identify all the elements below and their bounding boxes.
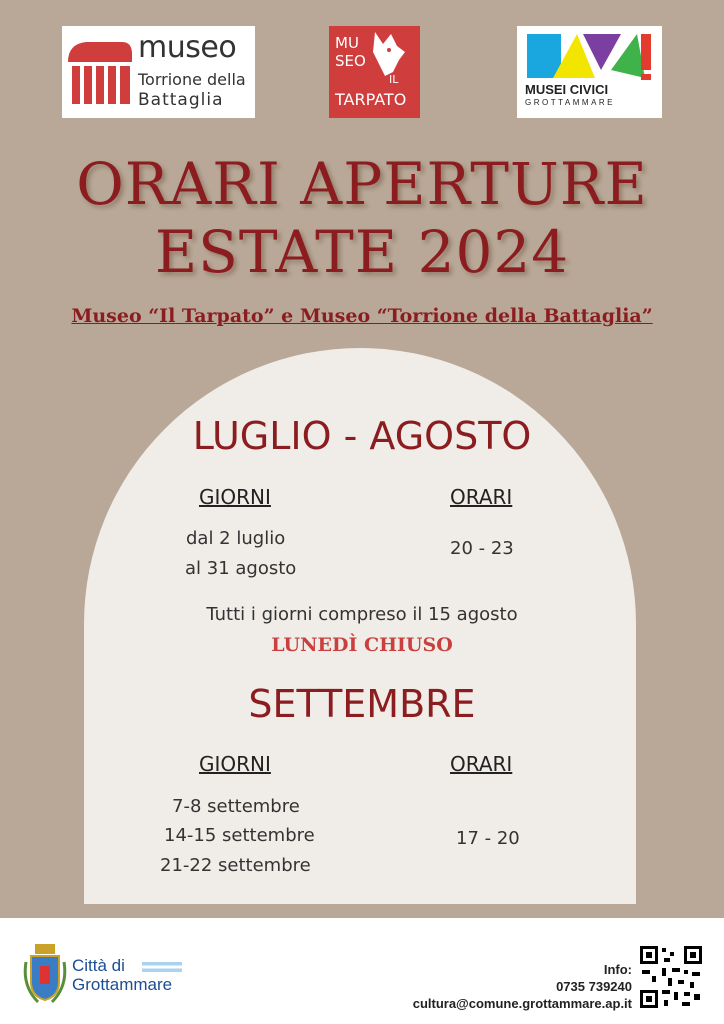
summer-days-line1: dal 2 luglio [186, 528, 286, 549]
september-hours: 17 - 20 [456, 828, 520, 849]
september-date: 21-22 settembre [160, 855, 311, 876]
city-crest-icon [22, 942, 68, 1006]
logo-tarpato-seo: SEO [335, 52, 366, 70]
wolf-icon [369, 30, 409, 80]
info-email[interactable]: cultura@comune.grottammare.ap.it [412, 996, 632, 1011]
logo-torrione-museo: museo [138, 30, 237, 65]
logo-tarpato-il: IL [389, 73, 399, 86]
page-title-line1: ORARI APERTURE [76, 150, 648, 218]
summer-days-header: GIORNI [199, 485, 271, 509]
flag-stripe [142, 962, 182, 972]
summer-hours: 20 - 23 [450, 538, 514, 559]
info-label: Info: [603, 962, 632, 977]
september-days-header: GIORNI [199, 752, 271, 776]
logo-musei-civici [517, 26, 662, 118]
info-phone: 0735 739240 [556, 979, 632, 994]
summer-heading: LUGLIO - AGOSTO [192, 414, 532, 458]
logo-torrione-line2: Torrione della [138, 70, 246, 89]
logo-tarpato-mu: MU [335, 34, 359, 52]
city-name-line2: Grottammare [72, 975, 173, 994]
logo-museo-tarpato [329, 26, 420, 118]
september-date: 14-15 settembre [164, 825, 315, 846]
summer-days-line2: al 31 agosto [185, 558, 297, 579]
tower-icon [66, 32, 136, 112]
closed-notice: LUNEDÌ CHIUSO [271, 634, 453, 656]
logo-torrione-line3: Battaglia [138, 90, 224, 110]
logo-tarpato-name: TARPATO [335, 90, 407, 109]
summer-hours-header: ORARI [450, 485, 513, 509]
september-heading: SETTEMBRE [248, 682, 476, 726]
summer-note: Tutti i giorni compreso il 15 agosto [206, 604, 518, 625]
musei-civici-mark-icon [525, 30, 655, 86]
september-hours-header: ORARI [450, 752, 513, 776]
september-date: 7-8 settembre [172, 796, 300, 817]
city-name-line1: Città di [72, 956, 125, 975]
qr-code-icon[interactable] [638, 944, 704, 1010]
page-title-line2: ESTATE 2024 [154, 218, 570, 286]
page-subtitle: Museo “Il Tarpato” e Museo “Torrione della Battaglia” [71, 305, 653, 327]
logo-musei-line1: MUSEI CIVICI [525, 82, 609, 97]
footer [0, 918, 724, 1024]
logo-musei-line2: GROTTAMMARE [525, 98, 616, 107]
logo-museo-torrione [62, 26, 255, 118]
